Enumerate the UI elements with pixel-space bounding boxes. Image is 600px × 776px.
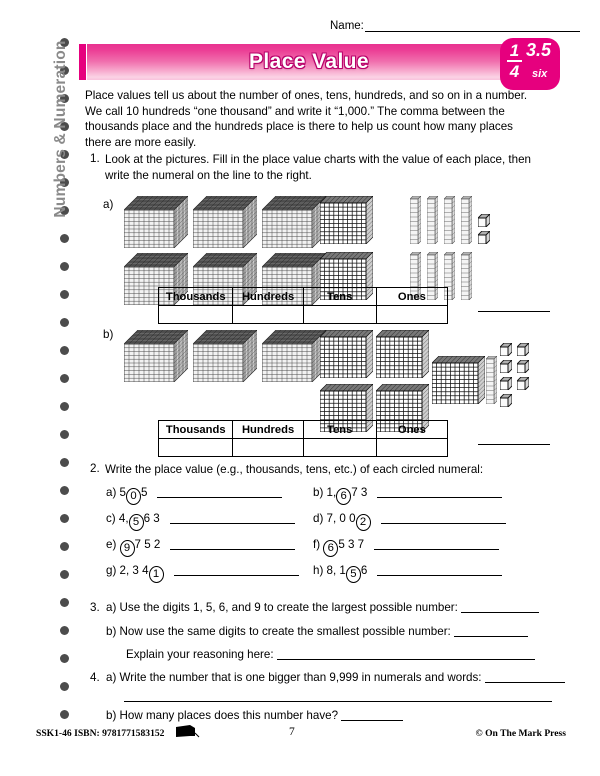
column-header-thousands: Thousands — [159, 421, 233, 439]
question-4b — [106, 709, 403, 722]
ten-rod — [486, 356, 497, 409]
binding-hole — [60, 262, 69, 271]
footer-isbn: SSK1-46 ISBN: 9781771583152 — [36, 728, 165, 739]
hundred-flat — [320, 196, 373, 249]
column-header-hundreds: Hundreds — [233, 421, 303, 439]
circled-digit: 2 — [356, 514, 371, 531]
item-answer-blank[interactable] — [377, 486, 502, 498]
question-2-number: 2. — [90, 462, 100, 475]
item-digits-before: 2, 3 4 — [119, 564, 149, 577]
question-1-number: 1. — [90, 152, 100, 165]
circled-digit: 1 — [149, 566, 164, 583]
thousand-cube — [193, 330, 257, 387]
publisher-logo-icon — [174, 724, 200, 739]
question-4a-second-line[interactable] — [124, 701, 552, 702]
answer-cell-ones[interactable] — [376, 439, 447, 457]
question-4a-answer-blank[interactable] — [485, 671, 565, 683]
column-header-ones: Ones — [376, 288, 447, 306]
badge-decimal: 3.5 — [526, 40, 552, 60]
section-tab-label: Numbers & Numeration — [52, 40, 69, 218]
table-answer-row[interactable] — [159, 306, 448, 324]
place-value-item — [313, 538, 499, 557]
binding-hole — [60, 486, 69, 495]
title-banner — [79, 41, 531, 80]
footer-page-number: 7 — [289, 726, 295, 738]
circled-digit: 5 — [346, 566, 361, 583]
place-value-item — [106, 564, 299, 583]
question-3a — [106, 601, 539, 614]
intro-paragraph: Place values tell us about the number of ones, tens, hundreds, and so on in a number. We call 10 hundreds “one thousand” and write it “1,000.” The comma between the thousands place and the hundreds place is there to help us count how many places there are more easily. — [85, 89, 528, 149]
place-value-item — [313, 564, 502, 583]
unit-cube — [478, 214, 490, 232]
item-answer-blank[interactable] — [174, 564, 299, 576]
binding-hole — [60, 430, 69, 439]
binding-hole — [60, 570, 69, 579]
binding-hole — [60, 542, 69, 551]
banner-body — [87, 41, 531, 80]
place-value-item — [106, 486, 282, 505]
binding-hole — [60, 514, 69, 523]
question-1-text: Look at the pictures. Fill in the place value charts with the value of each place, then write the numeral on the line to the right. — [105, 153, 531, 182]
thousand-cube — [262, 330, 326, 387]
answer-cell-hundreds[interactable] — [233, 306, 303, 324]
question-3-explain-text: Explain your reasoning here: — [126, 648, 274, 661]
ten-rod — [461, 196, 472, 249]
thousand-cube — [124, 330, 188, 387]
column-header-thousands: Thousands — [159, 288, 233, 306]
thousand-cube — [193, 196, 257, 253]
table-answer-row[interactable] — [159, 439, 448, 457]
question-4b-label: b) — [106, 709, 117, 722]
numeral-answer-line-a[interactable] — [478, 311, 550, 312]
unit-cube — [517, 360, 529, 378]
badge-fraction — [507, 42, 522, 80]
answer-cell-thousands[interactable] — [159, 306, 233, 324]
item-digits-before: 7, 0 0 — [326, 512, 356, 525]
place-value-item — [106, 512, 295, 531]
table-header-row — [159, 421, 448, 439]
table-header-row — [159, 288, 448, 306]
question-3a-label: a) — [106, 601, 117, 614]
item-digits-after: 7 3 — [351, 486, 368, 499]
item-label: d) — [313, 512, 327, 525]
item-label: f) — [313, 538, 324, 551]
column-header-ones: Ones — [376, 421, 447, 439]
answer-cell-ones[interactable] — [376, 306, 447, 324]
badge-denominator: 4 — [509, 62, 520, 81]
unit-cube — [500, 394, 512, 412]
item-digits-after: 6 3 — [143, 512, 160, 525]
binding-hole — [60, 458, 69, 467]
hundred-flat — [376, 330, 429, 383]
question-3-explain — [126, 648, 535, 661]
math-logo-badge — [500, 38, 560, 90]
numeral-answer-line-b[interactable] — [478, 444, 550, 445]
item-digits-before: 5 — [119, 486, 126, 499]
hundred-flat — [320, 330, 373, 383]
question-4b-text: How many places does this number have? — [119, 709, 339, 722]
answer-cell-thousands[interactable] — [159, 439, 233, 457]
name-label: Name: — [330, 20, 364, 32]
question-3-explain-blank[interactable] — [277, 648, 535, 660]
question-4a — [106, 671, 565, 684]
page-title: Place Value — [249, 50, 369, 73]
binding-hole — [60, 710, 69, 719]
answer-cell-tens[interactable] — [303, 306, 376, 324]
part-b-label: b) — [103, 328, 114, 341]
item-label: b) — [313, 486, 327, 499]
part-a-label: a) — [103, 198, 114, 211]
ten-rod — [410, 196, 421, 249]
item-answer-blank[interactable] — [381, 512, 506, 524]
question-3a-text: Use the digits 1, 5, 6, and 9 to create the largest possible number: — [119, 601, 458, 614]
ten-rod — [444, 196, 455, 249]
badge-word: six — [532, 68, 548, 80]
question-4b-answer-blank[interactable] — [341, 709, 403, 721]
question-3b-text: Now use the same digits to create the smallest possible number: — [119, 625, 451, 638]
place-value-item — [313, 512, 506, 531]
answer-cell-tens[interactable] — [303, 439, 376, 457]
column-header-tens: Tens — [303, 288, 376, 306]
question-3b — [106, 625, 528, 638]
question-3-number: 3. — [90, 601, 100, 614]
binding-hole — [60, 234, 69, 243]
binding-hole — [60, 290, 69, 299]
binding-hole — [60, 682, 69, 691]
binding-hole — [60, 626, 69, 635]
name-field-row — [330, 20, 580, 32]
answer-cell-hundreds[interactable] — [233, 439, 303, 457]
binding-hole — [60, 598, 69, 607]
item-digits-before: 1, — [326, 486, 337, 499]
question-3b-label: b) — [106, 625, 117, 638]
unit-cube — [517, 343, 529, 361]
item-digits-after: 6 — [360, 564, 368, 577]
item-answer-blank[interactable] — [170, 538, 295, 550]
binding-hole — [60, 318, 69, 327]
item-digits-before: 4, — [118, 512, 129, 525]
column-header-tens: Tens — [303, 421, 376, 439]
item-label: h) — [313, 564, 327, 577]
ten-rod-lower — [461, 252, 472, 305]
item-label: g) — [106, 564, 120, 577]
item-answer-blank[interactable] — [377, 564, 502, 576]
place-value-table-a[interactable] — [158, 287, 448, 324]
item-answer-blank[interactable] — [374, 538, 499, 550]
question-3a-answer-blank[interactable] — [461, 601, 539, 613]
name-input-line[interactable] — [365, 20, 580, 32]
item-digits-after: 5 3 7 — [338, 538, 365, 551]
item-label: a) — [106, 486, 120, 499]
badge-numerator: 1 — [509, 41, 520, 60]
item-digits-after: 7 5 2 — [134, 538, 161, 551]
binding-hole — [60, 346, 69, 355]
footer-copyright: © On The Mark Press — [475, 728, 566, 739]
unit-cube — [478, 231, 490, 249]
question-4a-text: Write the number that is one bigger than 9,999 in numerals and words: — [119, 671, 482, 684]
question-4-number: 4. — [90, 671, 100, 684]
place-value-table-b[interactable] — [158, 420, 448, 457]
item-answer-blank[interactable] — [157, 486, 282, 498]
banner-left-cap — [79, 44, 86, 80]
column-header-hundreds: Hundreds — [233, 288, 303, 306]
unit-cube — [517, 377, 529, 395]
unit-cube — [500, 343, 512, 361]
unit-cube — [500, 360, 512, 378]
circled-digit: 9 — [120, 540, 135, 557]
place-value-item — [313, 486, 502, 505]
item-label: c) — [106, 512, 119, 525]
item-digits-before: 8, 1 — [326, 564, 346, 577]
item-label: e) — [106, 538, 120, 551]
binding-hole — [60, 654, 69, 663]
hundred-flat — [432, 356, 485, 409]
ten-rod — [427, 196, 438, 249]
binding-hole — [60, 374, 69, 383]
binding-hole — [60, 402, 69, 411]
question-3b-answer-blank[interactable] — [454, 625, 528, 637]
question-4a-label: a) — [106, 671, 117, 684]
circled-digit: 6 — [323, 540, 338, 557]
question-2-text: Write the place value (e.g., thousands, tens, etc.) of each circled numeral: — [105, 463, 484, 476]
thousand-cube — [262, 196, 326, 253]
unit-cube — [500, 377, 512, 395]
circled-digit: 6 — [336, 488, 351, 505]
item-answer-blank[interactable] — [170, 512, 295, 524]
circled-digit: 0 — [126, 488, 141, 505]
circled-digit: 5 — [129, 514, 144, 531]
thousand-cube — [124, 196, 188, 253]
place-value-item — [106, 538, 295, 557]
item-digits-after: 5 — [140, 486, 148, 499]
